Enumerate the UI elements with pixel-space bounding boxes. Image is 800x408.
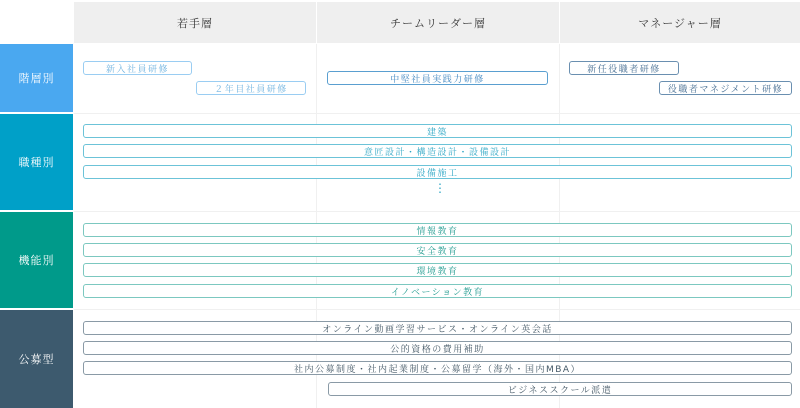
column-header-manager: マネージャー層 (560, 2, 800, 43)
program-mid-level[interactable]: 中堅社員実践力研修 (327, 71, 548, 85)
divider (74, 113, 800, 114)
column-header-junior: 若手層 (74, 2, 316, 43)
row-label-functional: 機能別 (0, 212, 73, 308)
row-label-open: 公募型 (0, 310, 73, 408)
divider (74, 211, 800, 212)
program-qualification-subsidy[interactable]: 公的資格の費用補助 (83, 341, 792, 355)
more-ellipsis: ⋮ (434, 181, 446, 195)
program-it-education[interactable]: 情報教育 (83, 223, 792, 237)
program-facility-construction[interactable]: 設備施工 (83, 165, 792, 179)
program-architecture[interactable]: 建築 (83, 124, 792, 138)
program-environment-education[interactable]: 環境教育 (83, 263, 792, 277)
program-second-year[interactable]: ２年目社員研修 (196, 81, 306, 95)
column-header-team-leader: チームリーダー層 (317, 2, 559, 43)
row-label-tiered: 階層別 (0, 44, 73, 112)
program-online-learning[interactable]: オンライン動画学習サービス・オンライン英会話 (83, 321, 792, 335)
program-new-manager[interactable]: 新任役職者研修 (569, 61, 679, 75)
divider (74, 309, 800, 310)
program-management[interactable]: 役職者マネジメント研修 (659, 81, 792, 95)
program-internal-recruitment[interactable]: 社内公募制度・社内起業制度・公募留学（海外・国内MBA） (83, 361, 792, 375)
program-business-school[interactable]: ビジネススクール派遣 (328, 382, 792, 396)
program-safety-education[interactable]: 安全教育 (83, 243, 792, 257)
row-label-job-type: 職種別 (0, 114, 73, 210)
program-new-employee[interactable]: 新入社員研修 (83, 61, 192, 75)
program-design[interactable]: 意匠設計・構造設計・設備設計 (83, 144, 792, 158)
program-innovation-education[interactable]: イノベーション教育 (83, 284, 792, 298)
